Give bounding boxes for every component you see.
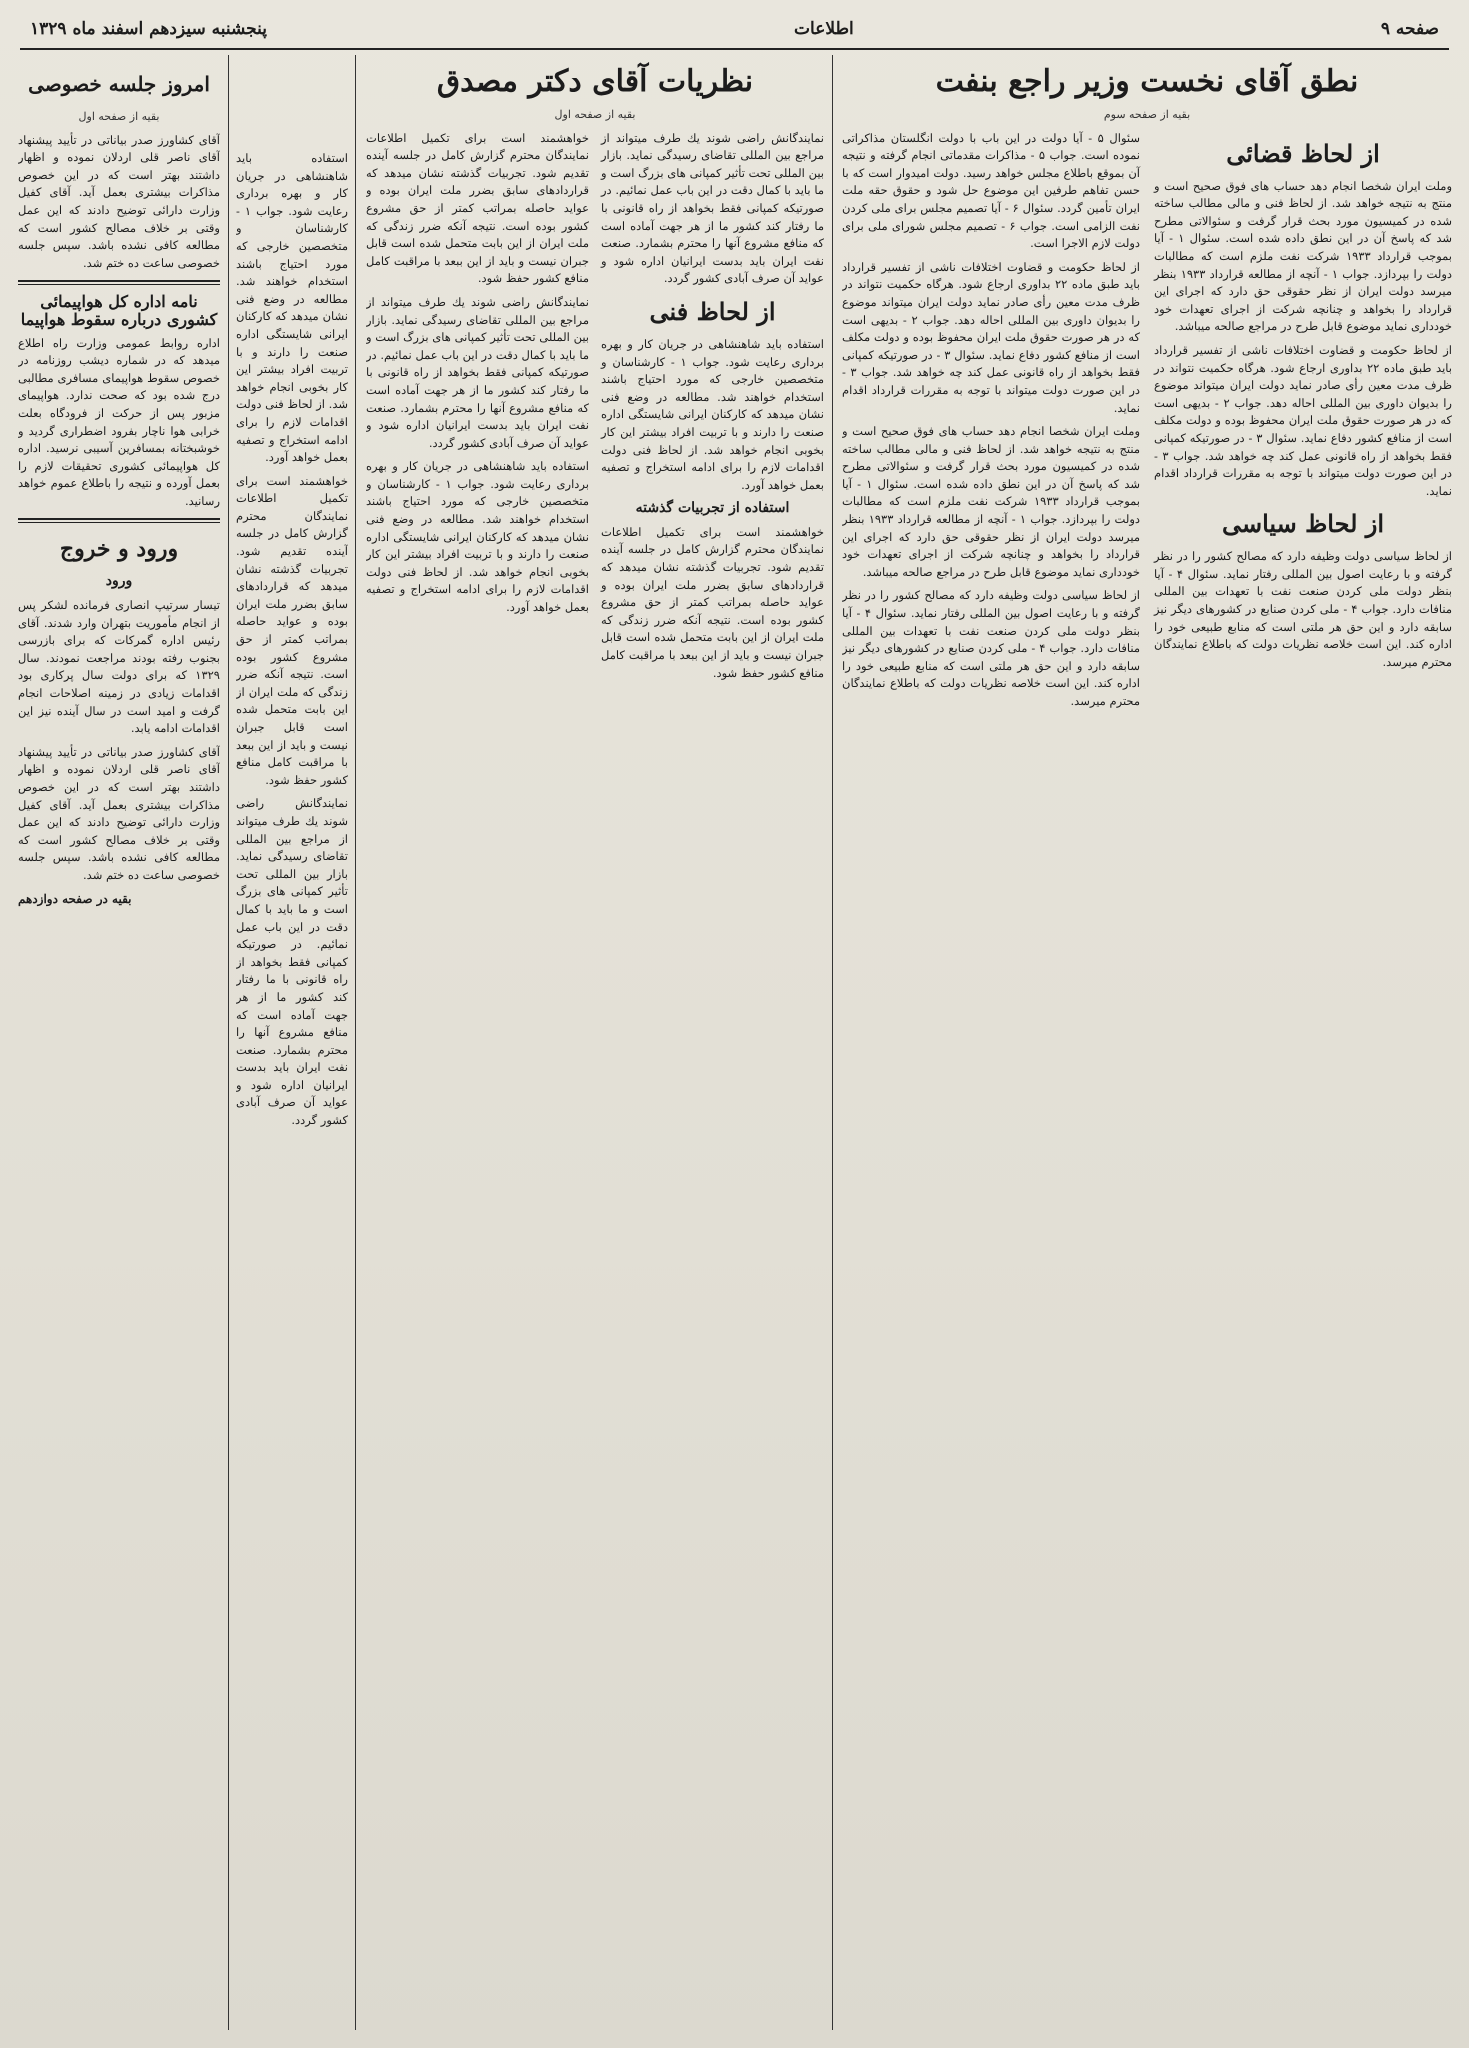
article-mossadegh-continuation bbox=[236, 150, 348, 2028]
article-mossadegh-paragraph: نمایندگانش راضی شوند یك طرف میتواند از مراجع بین المللی تقاضای رسیدگی نماید. بازار بین المللی تحت تأثیر کمپانی های بزرگ است و ما باید با کمال دقت در این باب عمل نمائیم. در صورتیکه کمپانی فقط بخواهد از راه قانونی با ما رفتار کند کشور ما از هر جهت آماده است که منافع مشروع آنها را محترم بشمارد. صنعت نفت ایران باید بدست ایرانیان اداره شود و عواید آن صرف آبادی کشور گردد. bbox=[236, 796, 348, 1128]
subheading-political: از لحاظ سیاسی bbox=[1221, 509, 1385, 539]
arrivals-subtitle: ورود bbox=[105, 573, 133, 590]
article-pm-paragraph: وملت ایران شخصا انجام دهد حساب های فوق صحیح است و منتج به نتیجه خواهد شد. از لحاظ فنی و مالی مطالب ساخته شده در کمیسیون مورد بحث قرار گرفت و سئوالاتی مطرح شد که پاسخ آن در این نطق داده شده است. سئوال ۱ - آیا بموجب قرارداد ۱۹۳۳ شرکت نفت ملزم است که مطالبات دولت را بپردازد. جواب ۱ - آنچه از مطالعه قرارداد ۱۹۳۳ بنظر میرسد دولت ایران از نظر حقوقی حق دارد که اجرای این قرارداد را بخواهد و چنانچه شرکت از اجرای تعهدات خود خودداری نماید موضوع قابل طرح در مراجع صالحه میباشد. bbox=[842, 424, 1141, 579]
arrivals-paragraph: تیسار سرتیپ انصاری فرمانده لشکر پس از انجام مأموریت بتهران وارد شدند. آقای رئیس اداره گمرکات که برای بازرسی بجنوب رفته بودند مراجعت نمودند. سال ۱۳۲۹ که برای دولت سال پرکاری بود اقدامات زیادی در زمینه اصلاحات انجام گرفت و امید است در سال آینده نیز این اقدامات ادامه یابد. bbox=[18, 598, 220, 736]
article-mossadegh-paragraph: خواهشمند است برای تکمیل اطلاعات نمایندگان محترم گزارش کامل در جلسه آینده تقدیم شود. تجربیات گذشته نشان میدهد که قراردادهای سابق بضرر ملت ایران بوده و عواید حاصله بمراتب کمتر از حق مشروع کشور بوده است. نتیجه آنکه ضرر زندگی که ملت ایران از این بابت متحمل شده است قابل جبران نیست و باید از این ببعد با مراقبت کامل منافع کشور حفظ شود. bbox=[601, 524, 824, 680]
left-column bbox=[18, 60, 220, 2028]
article-mossadegh-paragraph: استفاده باید شاهنشاهی در جریان کار و بهره برداری رعایت شود. جواب ۱ - کارشناسان و متخصصین خارجی که مورد احتیاج باشند استخدام خواهند شد. مطالعه در وضع فنی نشان میدهد که کارکنان ایرانی شایستگی اداره صنعت را دارند و با تربیت افراد بیشتر این کار بخوبی انجام خواهد شد. از لحاظ فنی دولت اقدامات لازم را برای ادامه استخراج و تصفیه بعمل خواهد آورد. bbox=[601, 336, 824, 492]
article-pm-paragraph: از لحاظ حکومت و قضاوت اختلافات ناشی از تفسیر قرارداد باید طبق ماده ۲۲ بداوری ارجاع شود. هرگاه حکمیت نتواند در ظرف مدت معین رأی صادر نماید دولت ایران میتواند موضوع را بدیوان داوری بین المللی احاله دهد. جواب ۲ - بدیهی است که در هر صورت حقوق ملت ایران محفوظ بوده و دولت مکلف است از منافع کشور دفاع نماید. سئوال ۳ - در صورتیکه کمپانی فقط بخواهد از راه قانونی عمل کند چه خواهد شد. جواب ۳ - در این صورت دولت میتواند با توجه به مقررات قرارداد اقدام نماید. bbox=[842, 259, 1140, 415]
paper-name: اطلاعات bbox=[794, 19, 854, 39]
article-mossadegh-paragraph: استفاده باید شاهنشاهی در جریان کار و بهره برداری رعایت شود. جواب ۱ - کارشناسان و متخصصین خارجی که مورد احتیاج باشند استخدام خواهند شد. مطالعه در وضع فنی نشان میدهد که کارکنان ایرانی شایستگی اداره صنعت را دارند و با تربیت افراد بیشتر این کار بخوبی انجام خواهد شد. از لحاظ فنی دولت اقدامات لازم را برای ادامه استخراج و تصفیه بعمل خواهد آورد. bbox=[236, 151, 348, 465]
private-session-headline: امروز جلسه خصوصی bbox=[28, 72, 210, 96]
article-mossadegh bbox=[366, 60, 824, 2028]
subheading-judicial: از لحاظ قضائی bbox=[1226, 138, 1380, 168]
article-mossadegh-paragraph: استفاده باید شاهنشاهی در جریان کار و بهره برداری رعایت شود. جواب ۱ - کارشناسان و متخصصین خارجی که مورد احتیاج باشند استخدام خواهند شد. مطالعه در وضع فنی نشان میدهد که کارکنان ایرانی شایستگی اداره صنعت را دارند و با تربیت افراد بیشتر این کار بخوبی انجام خواهد شد. از لحاظ فنی دولت اقدامات لازم را برای ادامه استخراج و تصفیه بعمل خواهد آورد. bbox=[366, 459, 589, 615]
article-pm-speech bbox=[842, 60, 1452, 2028]
private-session-paragraph: آقای کشاورز صدر بیاناتی در تأیید پیشنهاد آقای ناصر قلی اردلان نموده و اظهار داشتند بهتر است که در این خصوص مذاکرات بیشتری بعمل آید. آقای کفیل وزارت دارائی توضیح دادند که این عمل وقتی بر خلاف مصالح کشور است که مطالعه کافی نشده باشد. سپس جلسه خصوصی ساعت ده ختم شد. bbox=[18, 132, 220, 270]
article-pm-paragraph: از لحاظ حکومت و قضاوت اختلافات ناشی از تفسیر قرارداد باید طبق ماده ۲۲ بداوری ارجاع شود. هرگاه حکمیت نتواند در ظرف مدت معین رأی صادر نماید دولت ایران میتواند موضوع را بدیوان داوری بین المللی احاله دهد. جواب ۲ - بدیهی است که در هر صورت حقوق ملت ایران محفوظ بوده و دولت مکلف است از منافع کشور دفاع نماید. سئوال ۳ - در صورتیکه کمپانی فقط بخواهد از راه قانونی عمل کند چه خواهد شد. جواب ۳ - در این صورت دولت میتواند با توجه به مقررات قرارداد اقدام نماید. bbox=[1154, 342, 1452, 498]
aviation-notice-paragraph: اداره روابط عمومی وزارت راه اطلاع میدهد که در شماره دیشب روزنامه در خصوص سقوط هواپیمای مسافری مطالبی درج شده بود که صحت ندارد. هواپیمای مزبور پس از حرکت از فرودگاه بعلت خرابی هوا ناچار بفرود اضطراری گردید و خوشبختانه بمسافرین آسیبی نرسید. اداره کل هواپیمائی کشوری تحقیقات لازم را بعمل آورده و نتیجه را باطلاع عموم خواهد رسانید. bbox=[18, 335, 220, 508]
aviation-notice-headline: نامه اداره کل هواپیمائی کشوری درباره سقوط هواپیما bbox=[20, 292, 218, 329]
article-pm-headline: نطق آقای نخست وزیر راجع بنفت bbox=[935, 64, 1359, 99]
article-mossadegh-headline: نظریات آقای دکتر مصدق bbox=[436, 64, 754, 99]
arrivals-paragraph: آقای کشاورز صدر بیاناتی در تأیید پیشنهاد آقای ناصر قلی اردلان نموده و اظهار داشتند بهتر است که در این خصوص مذاکرات بیشتری بعمل آید. آقای کفیل وزارت دارائی توضیح دادند که این عمل وقتی بر خلاف مصالح کشور است که مطالعه کافی نشده باشد. سپس جلسه خصوصی ساعت ده ختم شد. bbox=[18, 744, 220, 882]
article-pm-continued: بقیه از صفحه سوم bbox=[1103, 108, 1191, 121]
column-divider bbox=[832, 55, 833, 2030]
article-mossadegh-paragraph: نمایندگانش راضی شوند یك طرف میتواند از مراجع بین المللی تقاضای رسیدگی نماید. بازار بین المللی تحت تأثیر کمپانی های بزرگ است و ما باید با کمال دقت در این باب عمل نمائیم. در صورتیکه کمپانی فقط بخواهد از راه قانونی با ما رفتار کند کشور ما از هر جهت آماده است که منافع مشروع آنها را محترم بشمارد. صنعت نفت ایران باید بدست ایرانیان اداره شود و عواید آن صرف آبادی کشور گردد. bbox=[366, 294, 589, 450]
private-session-continued: بقیه از صفحه اول bbox=[78, 110, 160, 123]
article-pm-paragraph: از لحاظ سیاسی دولت وظیفه دارد که مصالح کشور را در نظر گرفته و با رعایت اصول بین المللی رفتار نماید. سئوال ۴ - آیا بنظر دولت ملی کردن صنعت نفت با تعهدات بین المللی منافات دارد. جواب ۴ - ملی کردن صنایع در کشورهای دیگر نیز سابقه دارد و این حق هر ملتی است که منابع طبیعی خود را اداره کند. این است خلاصه نظریات دولت که باطلاع نمایندگان محترم میرسد. bbox=[1154, 549, 1452, 669]
masthead bbox=[20, 10, 1449, 50]
article-mossadegh-paragraph: خواهشمند است برای تکمیل اطلاعات نمایندگان محترم گزارش کامل در جلسه آینده تقدیم شود. تجربیات گذشته نشان میدهد که قراردادهای سابق بضرر ملت ایران بوده و عواید حاصله بمراتب کمتر از حق مشروع کشور بوده است. نتیجه آنکه ضرر زندگی که ملت ایران از این بابت متحمل شده است قابل جبران نیست و باید از این ببعد با مراقبت کامل منافع کشور حفظ شود. bbox=[366, 130, 589, 286]
article-pm-paragraph: سئوال ۵ - آیا دولت در این باب با دولت انگلستان مذاکراتی نموده است. جواب ۵ - مذاکرات مقدماتی انجام گرفته و نتیجه آن بموقع باطلاع مجلس خواهد رسید. دولت امیدوار است که با حسن تفاهم طرفین این موضوع حل شود و حقوق حقه ملت ایران تأمین گردد. سئوال ۶ - آیا تصمیم مجلس برای ملی کردن نفت الزامی است. جواب ۶ - تصمیم مجلس شورای ملی برای دولت لازم الاجرا است. bbox=[842, 130, 1140, 251]
article-mossadegh-continued: بقیه از صفحه اول bbox=[554, 108, 636, 121]
column-divider bbox=[355, 55, 356, 2030]
subheading-past-experience: استفاده از تجربیات گذشته bbox=[635, 500, 790, 517]
subheading-technical: از لحاظ فنی bbox=[649, 296, 776, 326]
continued-footer: بقیه در صفحه دوازدهم bbox=[18, 891, 132, 906]
page-number: صفحه ۹ bbox=[1380, 19, 1439, 39]
article-mossadegh-paragraph: خواهشمند است برای تکمیل اطلاعات نمایندگان محترم گزارش کامل در جلسه آینده تقدیم شود. تجربیات گذشته نشان میدهد که قراردادهای سابق بضرر ملت ایران بوده و عواید حاصله بمراتب کمتر از حق مشروع کشور بوده است. نتیجه آنکه ضرر زندگی که ملت ایران از این بابت متحمل شده است قابل جبران نیست و باید از این ببعد با مراقبت کامل منافع کشور حفظ شود. bbox=[236, 473, 348, 787]
date-line: پنجشنبه سیزدهم اسفند ماه ۱۳۲۹ bbox=[30, 19, 268, 39]
column-divider bbox=[228, 55, 229, 2030]
arrivals-departures-title: ورود و خروج bbox=[59, 536, 179, 563]
article-mossadegh-paragraph: نمایندگانش راضی شوند یك طرف میتواند از مراجع بین المللی تقاضای رسیدگی نماید. بازار بین المللی تحت تأثیر کمپانی های بزرگ است و ما باید با کمال دقت در این باب عمل نمائیم. در صورتیکه کمپانی فقط بخواهد از راه قانونی با ما رفتار کند کشور ما از هر جهت آماده است که منافع مشروع آنها را محترم بشمارد. صنعت نفت ایران باید بدست ایرانیان اداره شود و عواید آن صرف آبادی کشور گردد. bbox=[601, 130, 824, 286]
article-pm-paragraph: از لحاظ سیاسی دولت وظیفه دارد که مصالح کشور را در نظر گرفته و با رعایت اصول بین المللی رفتار نماید. سئوال ۴ - آیا بنظر دولت ملی کردن صنعت نفت با تعهدات بین المللی منافات دارد. جواب ۴ - ملی کردن صنایع در کشورهای دیگر نیز سابقه دارد و این حق هر ملتی است که منابع طبیعی خود را اداره کند. این است خلاصه نظریات دولت که باطلاع نمایندگان محترم میرسد. bbox=[842, 588, 1140, 708]
article-pm-paragraph: وملت ایران شخصا انجام دهد حساب های فوق صحیح است و منتج به نتیجه خواهد شد. از لحاظ فنی و مالی مطالب ساخته شده در کمیسیون مورد بحث قرار گرفت و سئوالاتی مطرح شد که پاسخ آن در این نطق داده شده است. سئوال ۱ - آیا بموجب قرارداد ۱۹۳۳ شرکت نفت ملزم است که مطالبات دولت را بپردازد. جواب ۱ - آنچه از مطالعه قرارداد ۱۹۳۳ بنظر میرسد دولت ایران از نظر حقوقی حق دارد که اجرای این قرارداد را بخواهد و چنانچه شرکت از اجرای تعهدات خود خودداری نماید موضوع قابل طرح در مراجع صالحه میباشد. bbox=[1154, 178, 1452, 334]
section-divider bbox=[18, 280, 220, 285]
section-divider bbox=[18, 518, 220, 523]
